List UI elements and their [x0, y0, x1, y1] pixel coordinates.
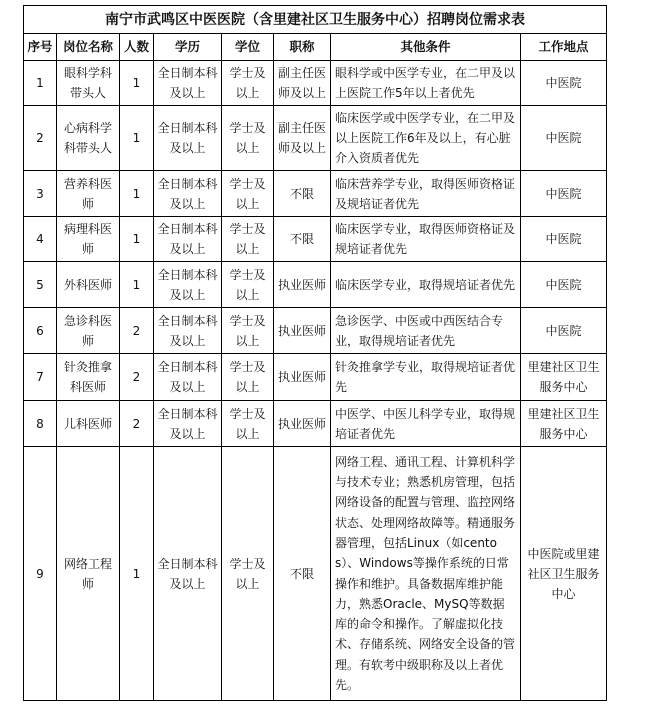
cell-position: 心病科学科带头人: [57, 106, 120, 171]
header-location: 工作地点: [521, 34, 607, 61]
header-count: 人数: [120, 34, 154, 61]
cell-degree: 学士及以上: [222, 106, 274, 171]
header-education: 学历: [154, 34, 222, 61]
cell-position: 病理科医师: [57, 217, 120, 262]
cell-degree: 学士及以上: [222, 308, 274, 354]
recruitment-table: [23, 5, 607, 701]
cell-location: 中医院或里建社区卫生服务中心: [521, 447, 607, 701]
cell-title: 不限: [274, 447, 331, 701]
cell-count: 1: [120, 106, 154, 171]
cell-title: 执业医师: [274, 401, 331, 447]
cell-position: 急诊科医师: [57, 308, 120, 354]
cell-count: 1: [120, 262, 154, 308]
cell-conditions: 临床医学专业，取得规培证者优先: [331, 262, 521, 308]
cell-title: 执业医师: [274, 262, 331, 308]
cell-education: 全日制本科及以上: [154, 106, 222, 171]
cell-location: 中医院: [521, 308, 607, 354]
cell-location: 中医院: [521, 106, 607, 171]
cell-conditions: 临床医学或中医学专业，在二甲及以上医院工作6年及以上，有心脏介入资质者优先: [331, 106, 521, 171]
cell-conditions: 网络工程、通讯工程、计算机科学与技术专业；熟悉机房管理，包括网络设备的配置与管理、监控网络状态、处理网络故障等。精通服务器管理，包括Linux（如centos）、Windows等操作系统的日常操作和维护。具备数据库维护能力，熟悉Oracle、MySQ等数据库的命令和操作。了解虚拟化技术、存储系统、网络安全设备的管理。有软考中级职称及以上者优先。: [331, 447, 521, 701]
cell-education: 全日制本科及以上: [154, 447, 222, 701]
cell-location: 中医院: [521, 61, 607, 106]
table-title: 南宁市武鸣区中医医院（含里建社区卫生服务中心）招聘岗位需求表: [24, 6, 607, 34]
cell-conditions: 临床营养学专业，取得医师资格证及规培证者优先: [331, 171, 521, 217]
cell-position: 网络工程师: [57, 447, 120, 701]
cell-location: 中医院: [521, 217, 607, 262]
cell-degree: 学士及以上: [222, 262, 274, 308]
cell-title: 执业医师: [274, 308, 331, 354]
cell-title: 副主任医师及以上: [274, 106, 331, 171]
table-row: [24, 401, 607, 447]
cell-conditions: 急诊医学、中医或中西医结合专业，取得规培证者优先: [331, 308, 521, 354]
cell-index: 7: [24, 354, 57, 401]
cell-count: 2: [120, 308, 154, 354]
cell-index: 6: [24, 308, 57, 354]
cell-index: 1: [24, 61, 57, 106]
cell-location: 里建社区卫生服务中心: [521, 401, 607, 447]
cell-title: 副主任医师及以上: [274, 61, 331, 106]
cell-count: 1: [120, 447, 154, 701]
table-row: [24, 61, 607, 106]
cell-position: 针灸推拿科医师: [57, 354, 120, 401]
cell-title: 不限: [274, 217, 331, 262]
table-row: [24, 354, 607, 401]
table-row: [24, 262, 607, 308]
cell-degree: 学士及以上: [222, 171, 274, 217]
cell-degree: 学士及以上: [222, 354, 274, 401]
table-row: [24, 217, 607, 262]
cell-index: 9: [24, 447, 57, 701]
cell-location: 中医院: [521, 262, 607, 308]
cell-degree: 学士及以上: [222, 401, 274, 447]
cell-index: 5: [24, 262, 57, 308]
cell-education: 全日制本科及以上: [154, 217, 222, 262]
header-row: [24, 34, 607, 61]
cell-conditions: 临床医学专业，取得医师资格证及规培证者优先: [331, 217, 521, 262]
cell-degree: 学士及以上: [222, 217, 274, 262]
cell-index: 3: [24, 171, 57, 217]
cell-count: 2: [120, 401, 154, 447]
table-row: [24, 308, 607, 354]
cell-title: 不限: [274, 171, 331, 217]
header-position: 岗位名称: [57, 34, 120, 61]
cell-count: 1: [120, 171, 154, 217]
cell-index: 4: [24, 217, 57, 262]
cell-count: 2: [120, 354, 154, 401]
cell-degree: 学士及以上: [222, 61, 274, 106]
table-row: [24, 171, 607, 217]
header-title: 职称: [274, 34, 331, 61]
cell-count: 1: [120, 61, 154, 106]
header-degree: 学位: [222, 34, 274, 61]
table-row: [24, 106, 607, 171]
cell-conditions: 针灸推拿学专业，取得规培证者优先: [331, 354, 521, 401]
header-index: 序号: [24, 34, 57, 61]
cell-education: 全日制本科及以上: [154, 401, 222, 447]
cell-education: 全日制本科及以上: [154, 61, 222, 106]
cell-education: 全日制本科及以上: [154, 354, 222, 401]
cell-index: 8: [24, 401, 57, 447]
cell-position: 眼科学科带头人: [57, 61, 120, 106]
cell-education: 全日制本科及以上: [154, 171, 222, 217]
header-conditions: 其他条件: [331, 34, 521, 61]
cell-position: 营养科医师: [57, 171, 120, 217]
cell-index: 2: [24, 106, 57, 171]
title-row: [24, 6, 607, 34]
cell-position: 儿科医师: [57, 401, 120, 447]
cell-position: 外科医师: [57, 262, 120, 308]
cell-count: 1: [120, 217, 154, 262]
cell-location: 中医院: [521, 171, 607, 217]
cell-conditions: 中医学、中医儿科学专业，取得规培证者优先: [331, 401, 521, 447]
cell-education: 全日制本科及以上: [154, 308, 222, 354]
cell-title: 执业医师: [274, 354, 331, 401]
cell-degree: 学士及以上: [222, 447, 274, 701]
cell-location: 里建社区卫生服务中心: [521, 354, 607, 401]
table-row: [24, 447, 607, 701]
cell-conditions: 眼科学或中医学专业，在二甲及以上医院工作5年以上者优先: [331, 61, 521, 106]
cell-education: 全日制本科及以上: [154, 262, 222, 308]
